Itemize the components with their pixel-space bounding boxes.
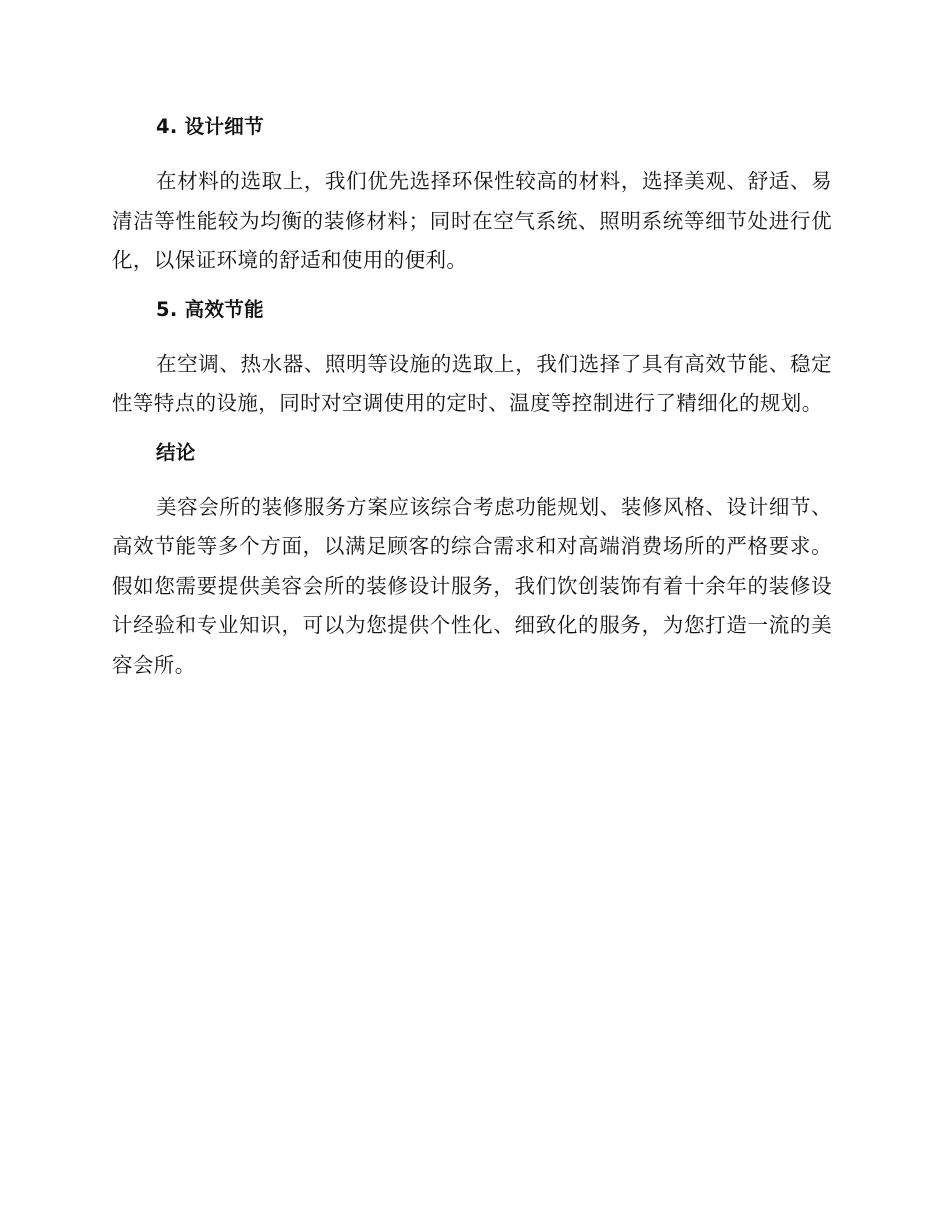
section-design-details [112,108,832,281]
section-heading: 5. 高效节能 [156,297,264,321]
section-heading: 结论 [156,440,196,464]
section-paragraph: 在材料的选取上，我们优先选择环保性较高的材料，选择美观、舒适、易清洁等性能较为均衡的装修材料；同时在空气系统、照明系统等细节处进行优化，以保证环境的舒适和使用的便利。 [112,169,832,272]
section-paragraph: 在空调、热水器、照明等设施的选取上，我们选择了具有高效节能、稳定性等特点的设施，同时对空调使用的定时、温度等控制进行了精细化的规划。 [112,351,832,415]
section-heading: 4. 设计细节 [156,115,264,138]
section-conclusion [112,434,832,686]
document-page [112,108,832,685]
section-energy-efficiency [112,291,832,424]
section-paragraph: 美容会所的装修服务方案应该综合考虑功能规划、装修风格、设计细节、高效节能等多个方面，以满足顾客的综合需求和对高端消费场所的严格要求。假如您需要提供美容会所的装修设计服务，我们饮创装饰有着十余年的装修设计经验和专业知识，可以为您提供个性化、细致化的服务，为您打造一流的美容会所。 [112,494,832,677]
